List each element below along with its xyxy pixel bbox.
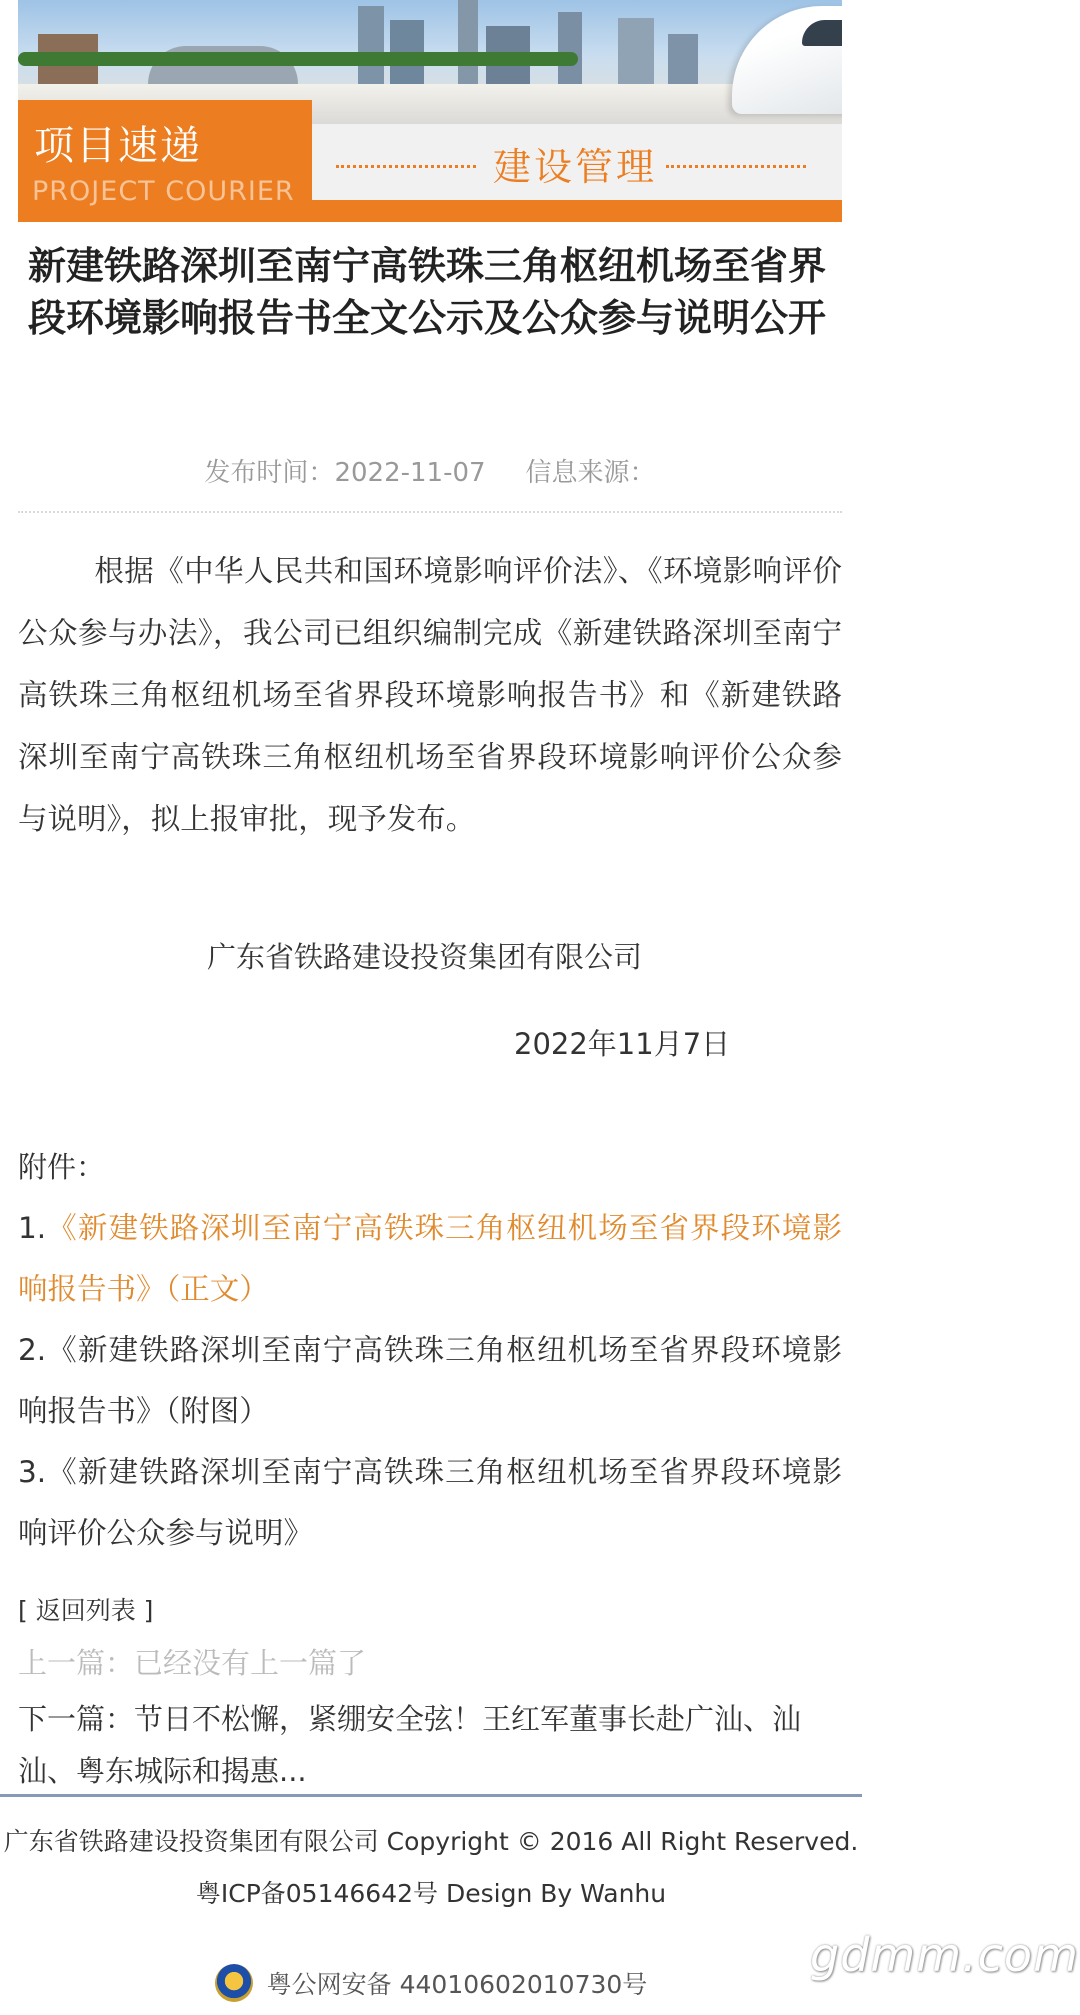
next-article-link[interactable]: 下一篇：节日不松懈，紧绷安全弦！王红军董事长赴广汕、汕汕、粤东城际和揭惠...: [18, 1702, 802, 1788]
dotted-line-left: [336, 165, 476, 168]
section-tab-subtitle: PROJECT COURIER: [32, 176, 295, 207]
signature: 广东省铁路建设投资集团有限公司: [206, 940, 642, 974]
meta-divider: [18, 511, 842, 513]
train-image: [732, 6, 842, 114]
article-meta: [18, 452, 842, 489]
back-to-list-link[interactable]: [ 返回列表 ]: [18, 1596, 154, 1625]
watermark-text: gdmm.com: [810, 1928, 1079, 1982]
attachment-number: 3.: [18, 1455, 47, 1489]
attachments-label: 附件：: [18, 1150, 106, 1184]
attachments-list: [18, 1198, 842, 1564]
publish-date: 2022-11-07: [334, 458, 486, 488]
footer-copyright: [0, 1816, 862, 1920]
attachment-link-report-main[interactable]: 《新建铁路深圳至南宁高铁珠三角枢纽机场至省界段环境影响报告书》（正文）: [18, 1211, 842, 1306]
article-title: 新建铁路深圳至南宁高铁珠三角枢纽机场至省界段环境影响报告书全文公示及公众参与说明公开: [27, 244, 826, 340]
attachment-item: [18, 1320, 842, 1442]
source-label: 信息来源：: [525, 458, 656, 488]
article-body: [18, 540, 842, 850]
section-tab-title: 项目速递: [34, 123, 202, 169]
previous-article-text: 上一篇：已经没有上一篇了: [18, 1646, 367, 1680]
attachment-number: 2.: [18, 1333, 47, 1367]
dotted-line-right: [666, 165, 806, 168]
attachment-link-report-figures[interactable]: 《新建铁路深圳至南宁高铁珠三角枢纽机场至省界段环境影响报告书》（附图）: [18, 1333, 842, 1428]
attachment-item: [18, 1442, 842, 1564]
category-title: 建设管理: [493, 145, 658, 189]
header-banner: [18, 0, 842, 222]
attachment-number: 1.: [18, 1211, 47, 1245]
copyright-text: 广东省铁路建设投资集团有限公司 Copyright © 2016 All Right Reserved. 粤ICP备05146642号 Design By Wanhu: [3, 1827, 859, 1908]
footer-divider: [0, 1794, 862, 1797]
attachment-link-public-participation[interactable]: 《新建铁路深圳至南宁高铁珠三角枢纽机场至省界段环境影响评价公众参与说明》: [18, 1455, 842, 1550]
publish-label: 发布时间：: [204, 458, 335, 488]
attachment-item: [18, 1198, 842, 1320]
signature-date: 2022年11月7日: [514, 1027, 731, 1061]
police-badge-icon: [215, 1964, 253, 2002]
article-body-text: 根据《中华人民共和国环境影响评价法》、《环境影响评价公众参与办法》，我公司已组织编制完成《新建铁路深圳至南宁高铁珠三角枢纽机场至省界段环境影响报告书》和《新建铁路深圳至南宁高铁珠三角枢纽机场至省界段环境影响评价公众参与说明》，拟上报审批，现予发布。: [18, 554, 842, 836]
police-record-text: 粤公网安备 44010602010730号: [266, 1970, 648, 1999]
police-record[interactable]: [0, 1964, 862, 2002]
